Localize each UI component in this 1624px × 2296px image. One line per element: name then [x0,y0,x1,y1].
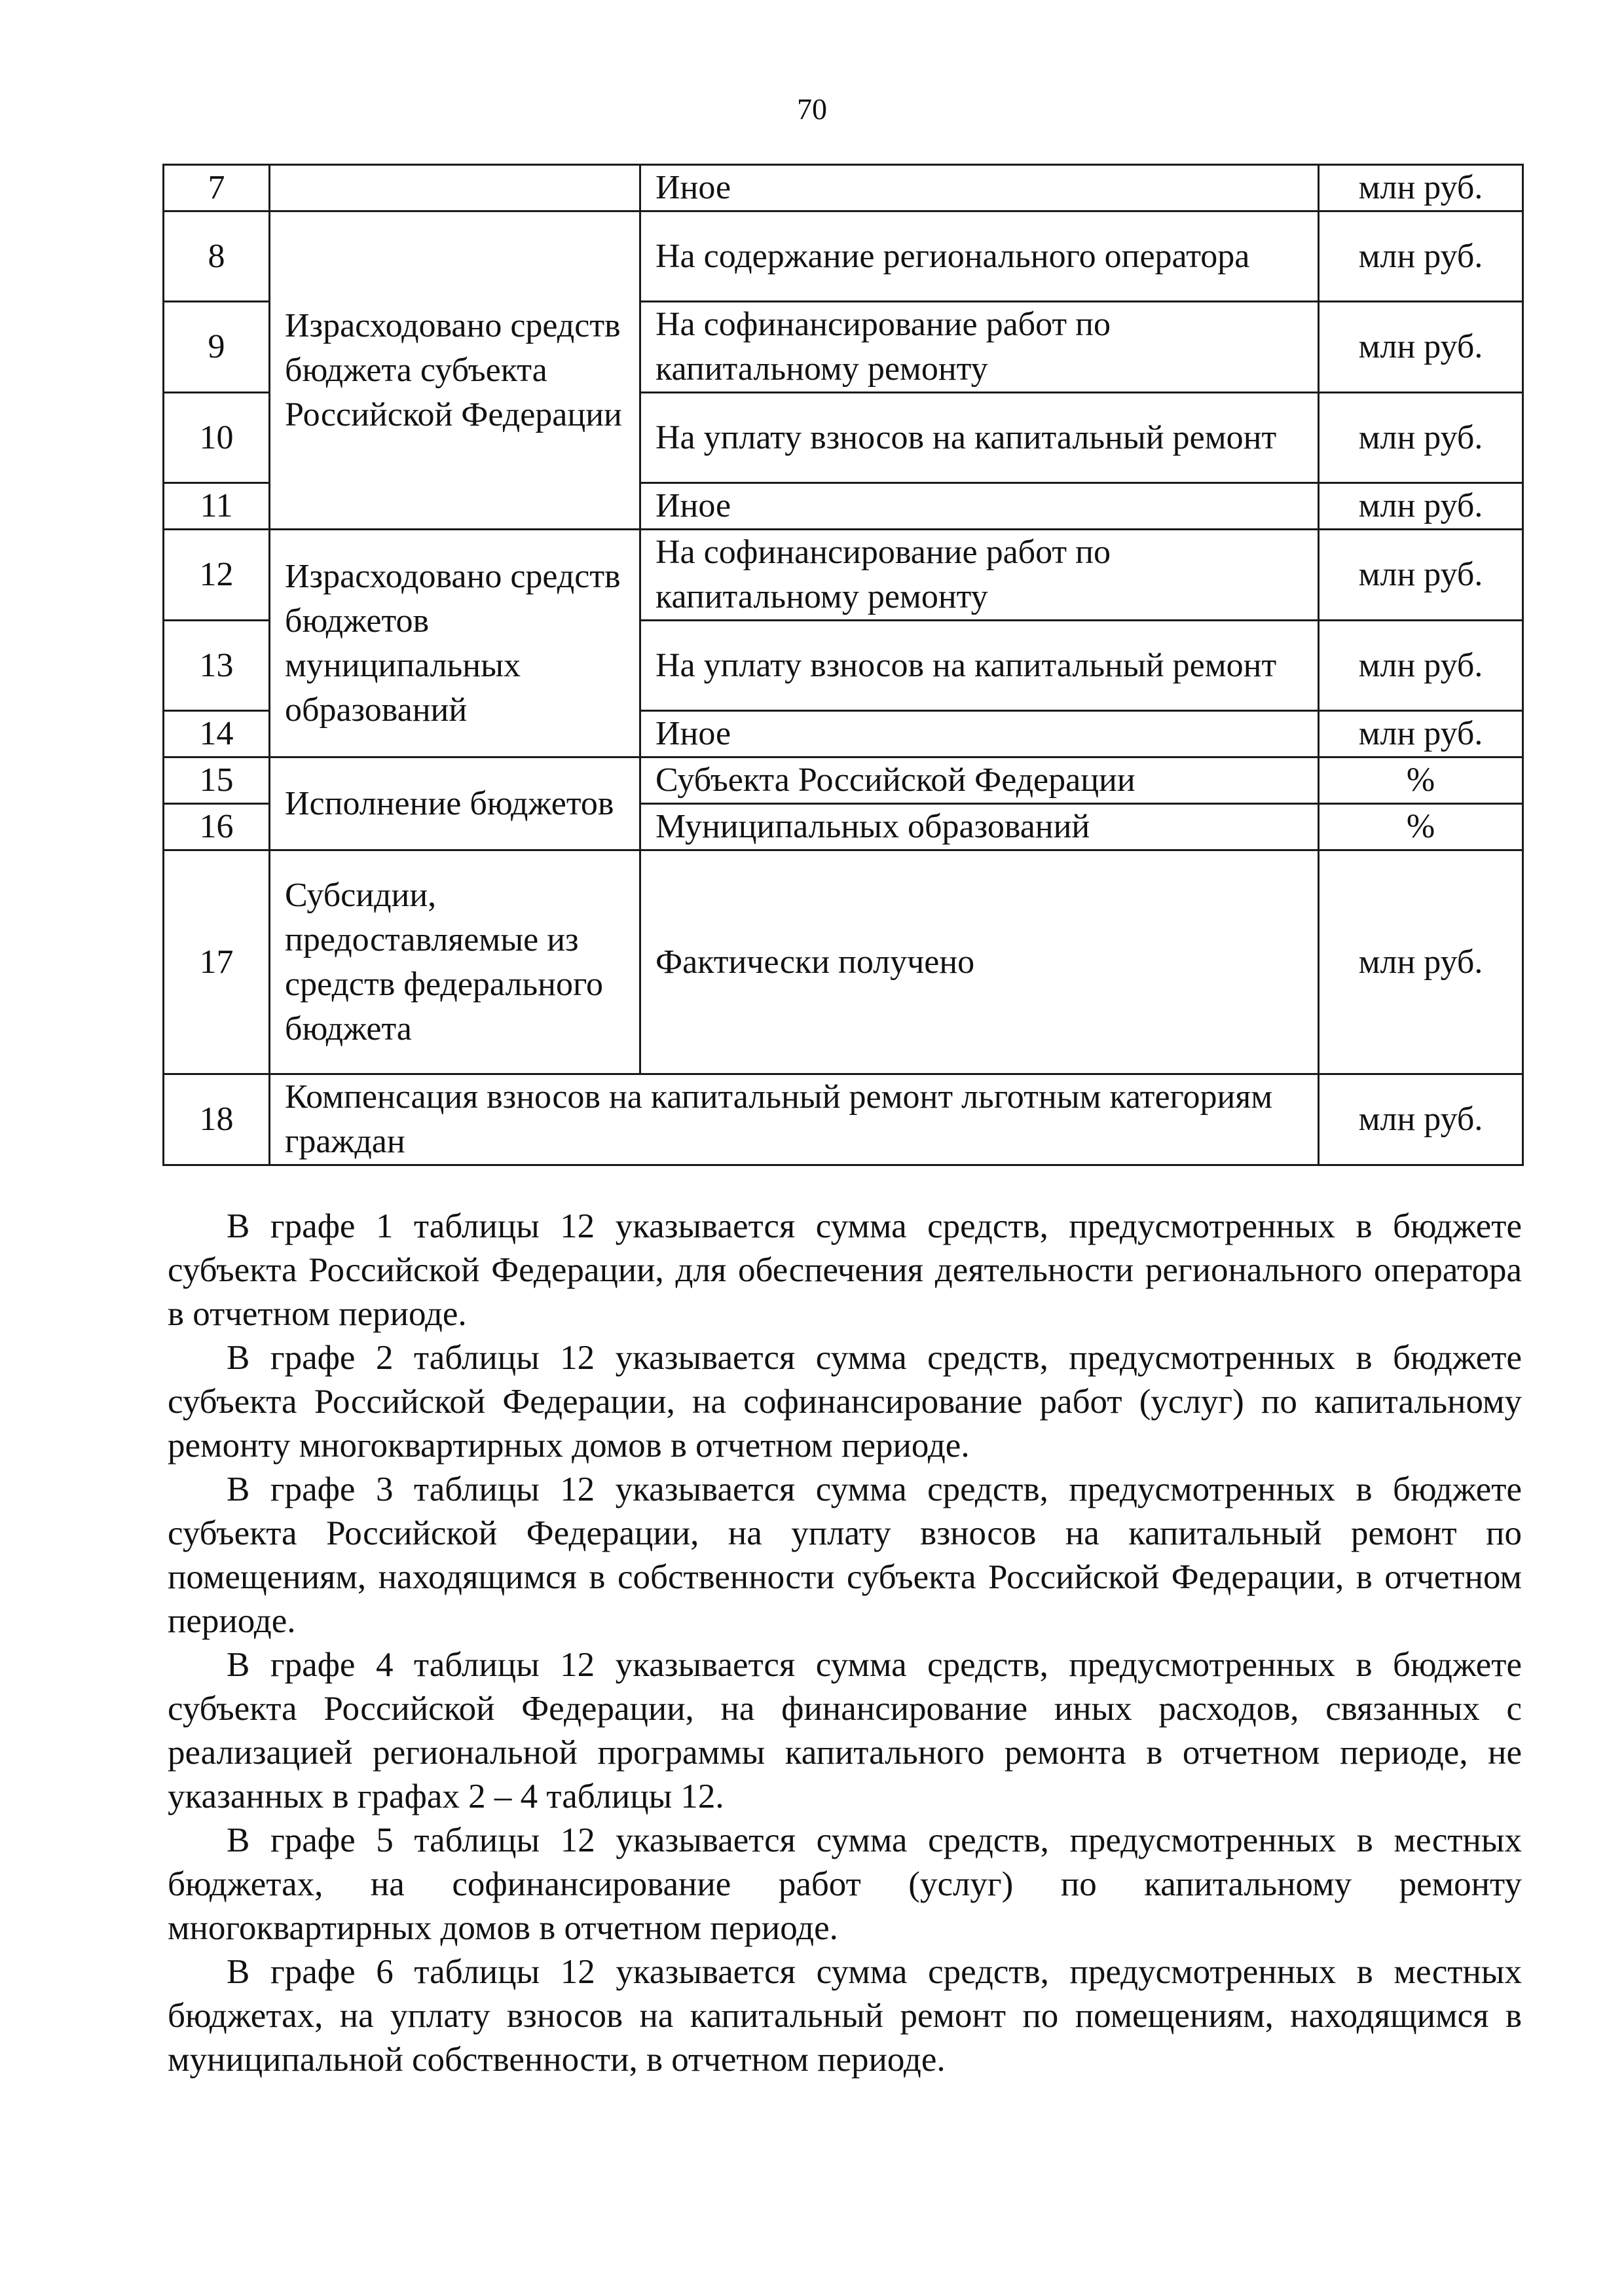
group-subject-budget: Израсходовано средств бюджета субъекта Российской Федерации [270,211,640,530]
row-unit: млн руб. [1319,302,1523,393]
row-number: 12 [164,530,270,621]
row-unit: млн руб. [1319,211,1523,302]
empty-group-cell [270,165,640,211]
row-number: 8 [164,211,270,302]
row-number: 13 [164,621,270,711]
table-row [164,1074,1523,1165]
row-item: Компенсация взносов на капитальный ремонт льготным категориям граждан [270,1074,1319,1165]
page-number: 70 [797,92,827,126]
group-federal-subsidies: Субсидии, предоставляемые из средств федерального бюджета [270,850,640,1074]
row-item: На содержание регионального оператора [640,211,1319,302]
row-item: Муниципальных образований [640,804,1319,850]
row-unit: % [1319,757,1523,804]
row-unit: млн руб. [1319,483,1523,530]
paragraph: В графе 6 таблицы 12 указывается сумма средств, предусмотренных в местных бюджетах, на уплату взносов на капитальный ремонт по помещениям, находящимся в муниципальной собственности, в отчетном периоде. [168,1953,1522,2079]
row-number: 14 [164,711,270,757]
row-unit: млн руб. [1319,165,1523,211]
table-row [164,165,1523,211]
group-budget-execution: Исполнение бюджетов [270,757,640,850]
row-item: На софинансирование работ по капитальному ремонту [640,302,1319,393]
paragraph: В графе 1 таблицы 12 указывается сумма средств, предусмотренных в бюджете субъекта Российской Федерации, для обеспечения деятельности регионального оператора в отчетном периоде. [168,1207,1522,1333]
row-unit: млн руб. [1319,530,1523,621]
paragraph: В графе 5 таблицы 12 указывается сумма средств, предусмотренных в местных бюджетах, на софинансирование работ (услуг) по капитальному ремонту многоквартирных домов в отчетном периоде. [168,1821,1522,1947]
budget-table [162,164,1524,1166]
paragraph: В графе 3 таблицы 12 указывается сумма средств, предусмотренных в бюджете субъекта Российской Федерации, на уплату взносов на капитальный ремонт по помещениям, находящимся в собственности субъекта Российской Федерации, в отчетном периоде. [168,1470,1522,1640]
row-number: 7 [164,165,270,211]
row-number: 9 [164,302,270,393]
row-item: На софинансирование работ по капитальному ремонту [640,530,1319,621]
row-unit: млн руб. [1319,621,1523,711]
row-item: Иное [640,165,1319,211]
group-municipal-budgets: Израсходовано средств бюджетов муниципальных образований [270,530,640,757]
row-number: 11 [164,483,270,530]
row-item: Фактически получено [640,850,1319,1074]
paragraph: В графе 4 таблицы 12 указывается сумма средств, предусмотренных в бюджете субъекта Российской Федерации, на финансирование иных расходов, связанных с реализацией региональной программы капитального ремонта в отчетном периоде, не указанных в графах 2 – 4 таблицы 12. [168,1646,1522,1815]
row-item: Иное [640,711,1319,757]
row-number: 17 [164,850,270,1074]
table-row [164,757,1523,804]
row-number: 18 [164,1074,270,1165]
row-number: 15 [164,757,270,804]
row-item: Иное [640,483,1319,530]
row-item: На уплату взносов на капитальный ремонт [640,621,1319,711]
row-number: 16 [164,804,270,850]
row-number: 10 [164,393,270,483]
row-item: На уплату взносов на капитальный ремонт [640,393,1319,483]
table-row [164,211,1523,302]
table-row [164,850,1523,1074]
table-row [164,530,1523,621]
paragraph: В графе 2 таблицы 12 указывается сумма средств, предусмотренных в бюджете субъекта Российской Федерации, на софинансирование работ (услуг) по капитальному ремонту многоквартирных домов в отчетном периоде. [168,1339,1522,1465]
row-item: Субъекта Российской Федерации [640,757,1319,804]
body-text [168,1205,1522,2082]
row-unit: млн руб. [1319,711,1523,757]
row-unit: млн руб. [1319,850,1523,1074]
row-unit: млн руб. [1319,1074,1523,1165]
row-unit: % [1319,804,1523,850]
row-unit: млн руб. [1319,393,1523,483]
